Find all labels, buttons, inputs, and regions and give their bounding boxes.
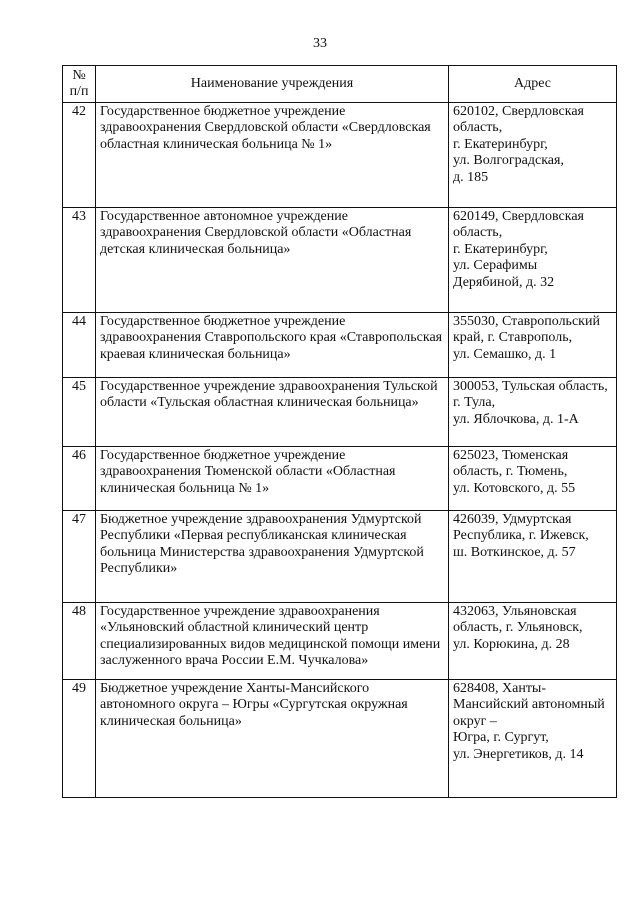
table-row [63, 378, 617, 447]
row-number: 46 [63, 447, 96, 511]
header-number: № п/п [63, 66, 96, 103]
table-row [63, 103, 617, 208]
row-number: 49 [63, 680, 96, 798]
institution-name: Государственное бюджетное учреждение здравоохранения Ставропольского края «Ставропольская краевая клиническая больница» [96, 313, 449, 378]
row-number: 48 [63, 603, 96, 680]
institution-name: Бюджетное учреждение Ханты-Мансийского автономного округа – Югры «Сургутская окружная клиническая больница» [96, 680, 449, 798]
table-row [63, 603, 617, 680]
institution-name: Государственное автономное учреждение здравоохранения Свердловской области «Областная детская клиническая больница» [96, 208, 449, 313]
page-number: 33 [313, 36, 327, 51]
institution-address: 620149, Свердловская область, г. Екатеринбург, ул. Серафимы Дерябиной, д. 32 [449, 208, 617, 313]
institution-address: 432063, Ульяновская область, г. Ульяновск, ул. Корюкина, д. 28 [449, 603, 617, 680]
institutions-table [62, 65, 617, 798]
row-number: 45 [63, 378, 96, 447]
institution-address: 620102, Свердловская область, г. Екатеринбург, ул. Волгоградская, д. 185 [449, 103, 617, 208]
row-number: 47 [63, 511, 96, 603]
institution-address: 300053, Тульская область, г. Тула, ул. Яблочкова, д. 1-А [449, 378, 617, 447]
institution-address: 628408, Ханты-Мансийский автономный округ – Югра, г. Сургут, ул. Энергетиков, д. 14 [449, 680, 617, 798]
institution-address: 426039, Удмуртская Республика, г. Ижевск, ш. Воткинское, д. 57 [449, 511, 617, 603]
table-row [63, 313, 617, 378]
institution-name: Государственное учреждение здравоохранения Тульской области «Тульская областная клиническая больница» [96, 378, 449, 447]
institution-name: Государственное учреждение здравоохранения «Ульяновский областной клинический центр специализированных видов медицинской помощи имени заслуженного врача России Е.М. Чучкалова» [96, 603, 449, 680]
header-name: Наименование учреждения [96, 66, 449, 103]
table-header-row [63, 66, 617, 103]
row-number: 44 [63, 313, 96, 378]
header-address: Адрес [449, 66, 617, 103]
institution-address: 625023, Тюменская область, г. Тюмень, ул. Котовского, д. 55 [449, 447, 617, 511]
row-number: 43 [63, 208, 96, 313]
institution-name: Государственное бюджетное учреждение здравоохранения Свердловской области «Свердловская областная клиническая больница № 1» [96, 103, 449, 208]
institution-name: Государственное бюджетное учреждение здравоохранения Тюменской области «Областная клиническая больница № 1» [96, 447, 449, 511]
institution-address: 355030, Ставропольский край, г. Ставрополь, ул. Семашко, д. 1 [449, 313, 617, 378]
table-row [63, 511, 617, 603]
institution-name: Бюджетное учреждение здравоохранения Удмуртской Республики «Первая республиканская клиническая больница Министерства здравоохранения Удмуртской Республики» [96, 511, 449, 603]
table-row [63, 208, 617, 313]
row-number: 42 [63, 103, 96, 208]
table-row [63, 680, 617, 798]
table-row [63, 447, 617, 511]
